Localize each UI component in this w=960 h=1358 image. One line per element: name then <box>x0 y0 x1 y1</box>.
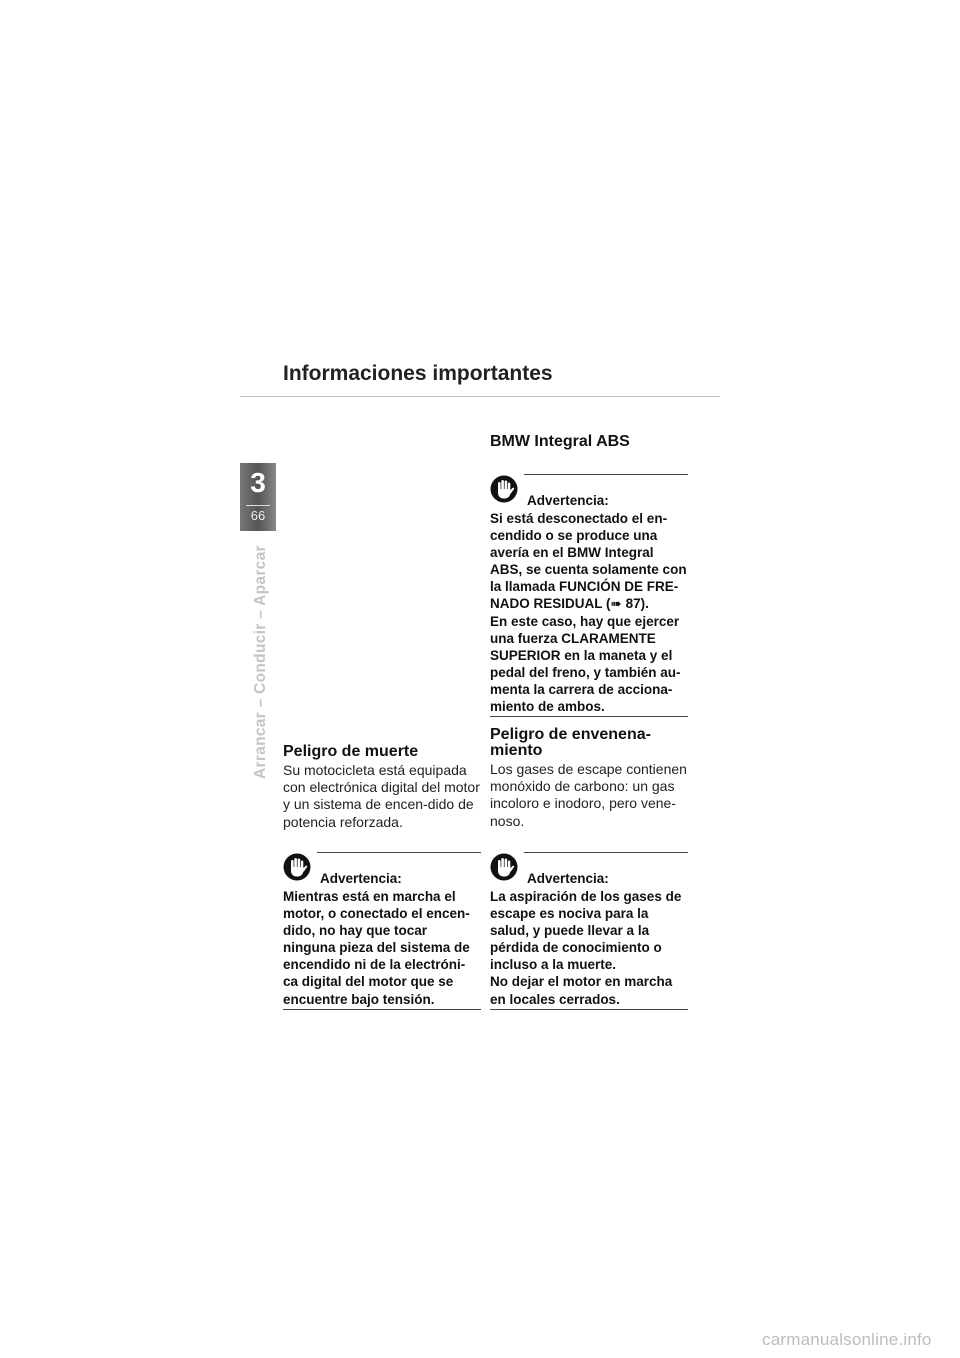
warning-label: Advertencia: <box>320 871 402 886</box>
warning-text: La aspiración de los gases de escape es nociva para la salud, y puede llevar a la pérdida de conocimiento o incluso a la muerte. No dejar el motor en marcha en locales cerrados. <box>490 889 682 1007</box>
warning-box-ignition <box>283 852 481 1010</box>
section-body-death-danger: Su motocicleta está equipada con electrónica digital del motor y un sistema de encen-dido de potencia reforzada. <box>283 762 480 830</box>
page-number: 66 <box>250 508 266 523</box>
warning-rule <box>524 474 688 475</box>
page-title: Informaciones importantes <box>283 362 553 385</box>
chapter-number: 3 <box>250 467 266 498</box>
section-body-poisoning: Los gases de escape contienen monóxido de carbono: un gas incoloro e inodoro, pero vene-noso. <box>490 761 687 829</box>
warning-rule <box>317 852 481 853</box>
warning-box-abs <box>490 474 688 717</box>
warning-label: Advertencia: <box>527 493 609 508</box>
section-poisoning <box>490 727 688 830</box>
section-title-poisoning: Peligro de envenena- miento <box>490 726 651 759</box>
section-abs <box>490 434 688 450</box>
chapter-tab <box>240 463 276 531</box>
header-divider <box>240 396 720 397</box>
warning-label: Advertencia: <box>527 871 609 886</box>
warning-box-exhaust <box>490 852 688 1010</box>
warning-text: Mientras está en marcha el motor, o conectado el encen- dido, no hay que tocar ninguna pieza del sistema de encendido ni de la electróni- ca digital del motor que se encuentre bajo tensión. <box>283 889 470 1007</box>
chapter-divider <box>246 505 270 506</box>
warning-rule <box>524 852 688 853</box>
stop-hand-icon <box>490 474 518 504</box>
section-death-danger <box>283 744 481 831</box>
warning-text: Si está desconectado el en- cendido o se produce una avería en el BMW Integral ABS, se cuenta solamente con la llamada FUNCIÓN DE FRE- NADO RESIDUAL (➠ 87). En este caso, hay que ejercer una fuerza CLARAMENTE SUPERIOR en la maneta y el pedal del freno, y también au- menta la carrera de acciona- miento de ambos. <box>490 511 687 715</box>
chapter-side-label: Arrancar – Conducir – Aparcar <box>252 545 269 779</box>
stop-hand-icon <box>283 852 311 882</box>
section-title-abs: BMW Integral ABS <box>490 433 630 450</box>
section-title-death-danger: Peligro de muerte <box>283 743 419 760</box>
watermark: carmanualsonline.info <box>762 1330 932 1349</box>
stop-hand-icon <box>490 852 518 882</box>
